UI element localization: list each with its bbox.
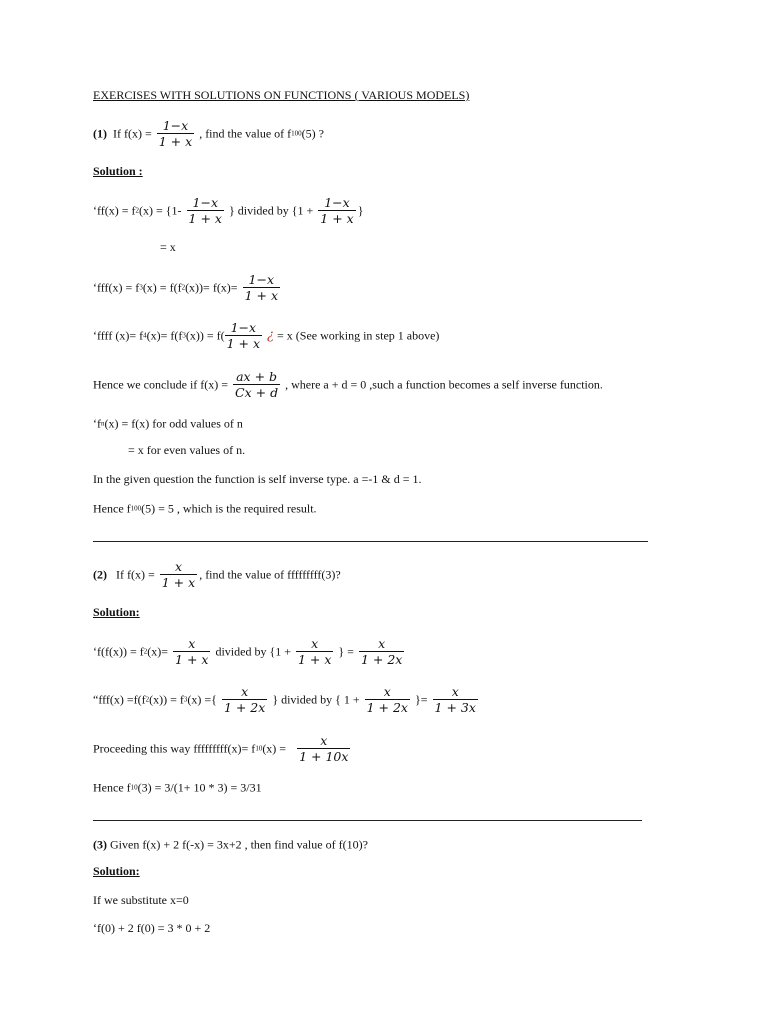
section-divider — [93, 820, 642, 821]
denominator: 1 + x — [161, 575, 196, 590]
exercise-1-question-text: , find the value of f — [199, 126, 292, 141]
numerator: x — [174, 559, 182, 574]
fraction — [160, 559, 197, 590]
fraction — [233, 369, 280, 400]
fraction — [433, 684, 478, 715]
superscript: 3 — [183, 695, 188, 704]
numerator: x — [320, 733, 328, 748]
text: (x)= — [147, 644, 169, 659]
text: (x) ={ — [187, 692, 217, 707]
text: ‘f — [93, 416, 101, 431]
fraction — [187, 195, 224, 226]
exercise-2-question — [93, 559, 341, 590]
numerator: 1−x — [192, 195, 218, 210]
exercise-1-question-text: If f(x) = — [113, 126, 152, 141]
text: (x)) = f( — [185, 328, 225, 343]
solution-line — [93, 733, 352, 764]
exercise-1-number: (1) — [93, 126, 107, 141]
numerator: x — [451, 684, 459, 699]
denominator: 1 + 3x — [434, 700, 476, 715]
denominator: 1 + 2x — [223, 700, 266, 715]
superscript: 100 — [291, 129, 302, 138]
text: = x (See working in step 1 above) — [277, 328, 440, 343]
solution-line — [93, 636, 406, 667]
denominator: 1 + x — [297, 652, 332, 667]
text: (x))= f(x)= — [185, 280, 238, 295]
exercise-3-question-text: Given f(x) + 2 f(-x) = 3x+2 , then find value of f(10)? — [110, 837, 368, 852]
text: } divided by { 1 + — [272, 692, 360, 707]
text: (5) = 5 , which is the required result. — [141, 501, 317, 516]
superscript: 2 — [135, 206, 140, 215]
solution-line — [93, 320, 439, 351]
text: (x)= f(f — [146, 328, 183, 343]
denominator: Cx + d — [235, 385, 279, 400]
text: (x) = — [262, 741, 287, 756]
solution-line — [93, 416, 243, 429]
denominator: 1 + x — [175, 652, 209, 667]
text: ‘fff(x) = f — [93, 280, 140, 295]
exercise-3-number: (3) — [93, 837, 107, 852]
superscript: n — [101, 419, 105, 428]
numerator: x — [241, 684, 249, 699]
denominator: 1 + 2x — [366, 700, 408, 715]
solution-line: If we substitute x=0 — [93, 893, 189, 907]
numerator: 1−x — [230, 320, 257, 335]
fraction — [359, 636, 404, 667]
exercise-2-question-text: If f(x) = — [116, 567, 155, 582]
superscript: 4 — [143, 331, 147, 340]
text: } divided by {1 + — [228, 203, 314, 218]
fraction — [173, 636, 210, 667]
fraction — [297, 733, 350, 764]
denominator: 1 + 10x — [299, 749, 349, 764]
numerator: ax + b — [236, 369, 278, 384]
solution-line — [93, 272, 282, 303]
fraction — [296, 636, 333, 667]
text: Proceeding this way fffffffff(x)= f — [93, 741, 256, 756]
numerator: x — [383, 684, 391, 699]
denominator: 1 + x — [244, 288, 279, 303]
solution-line — [93, 369, 603, 400]
exercise-3-solution-heading: Solution: — [93, 864, 140, 878]
superscript: 100 — [130, 504, 142, 513]
rendering-artifact-glyph: ¿ — [267, 328, 275, 343]
numerator: 1−x — [162, 118, 189, 133]
superscript: 3 — [139, 283, 143, 292]
numerator: 1−x — [248, 272, 275, 287]
text: “fff(x) =f(f — [93, 692, 146, 707]
exercise-2-solution-heading: Solution: — [93, 605, 140, 619]
fraction — [222, 684, 267, 715]
fraction — [365, 684, 410, 715]
solution-line — [93, 684, 480, 715]
text: Hence we conclude if f(x) = — [93, 377, 229, 392]
numerator: x — [378, 636, 386, 651]
fraction — [243, 272, 280, 303]
exercise-3-question — [93, 837, 368, 850]
superscript: 2 — [181, 283, 186, 292]
exercise-1-question-text: (5) ? — [301, 126, 324, 141]
superscript: 3 — [182, 331, 186, 340]
text: , where a + d = 0 ,such a function becomes a self inverse function. — [285, 377, 603, 392]
solution-line — [93, 780, 262, 793]
text: ‘ff(x) = f — [93, 203, 136, 218]
solution-line: = x — [160, 240, 176, 254]
text: ‘ffff (x)= f — [93, 328, 144, 343]
text: } — [357, 203, 364, 218]
fraction — [157, 118, 194, 149]
denominator: 1 + x — [188, 211, 222, 226]
superscript: 10 — [255, 744, 263, 753]
fraction — [318, 195, 355, 226]
numerator: 1−x — [324, 195, 350, 210]
fraction — [225, 320, 262, 351]
solution-line: = x for even values of n. — [128, 443, 246, 457]
text: } = — [338, 644, 354, 659]
text: (x)) = f — [149, 692, 184, 707]
superscript: 10 — [130, 783, 138, 792]
exercise-2-number: (2) — [93, 567, 107, 582]
solution-line: In the given question the function is self inverse type. a =-1 & d = 1. — [93, 472, 422, 486]
page-title: EXERCISES WITH SOLUTIONS ON FUNCTIONS ( VARIOUS MODELS) — [93, 88, 470, 102]
denominator: 1 + x — [226, 336, 261, 351]
exercise-1-solution-heading: Solution : — [93, 164, 143, 178]
text: divided by {1 + — [215, 644, 291, 659]
superscript: 2 — [143, 647, 148, 656]
solution-line — [93, 501, 317, 514]
solution-line: ‘f(0) + 2 f(0) = 3 * 0 + 2 — [93, 921, 211, 935]
text: }= — [415, 692, 428, 707]
solution-line — [93, 195, 363, 226]
exercise-1-question — [93, 118, 324, 149]
text: (x) = {1- — [139, 203, 182, 218]
exercise-2-question-text: , find the value of fffffffff(3)? — [199, 567, 341, 582]
text: ‘f(f(x)) = f — [93, 644, 144, 659]
denominator: 1 + 2x — [360, 652, 403, 667]
denominator: 1 + x — [320, 211, 354, 226]
numerator: x — [311, 636, 319, 651]
superscript: 2 — [145, 695, 150, 704]
text: (x) = f(f — [142, 280, 182, 295]
text: Hence f — [93, 501, 131, 516]
text: (3) = 3/(1+ 10 * 3) = 3/31 — [137, 780, 262, 795]
denominator: 1 + x — [158, 134, 193, 149]
text: Hence f — [93, 780, 131, 795]
section-divider — [93, 541, 648, 542]
text: (x) = f(x) for odd values of n — [104, 416, 243, 431]
numerator: x — [188, 636, 196, 651]
